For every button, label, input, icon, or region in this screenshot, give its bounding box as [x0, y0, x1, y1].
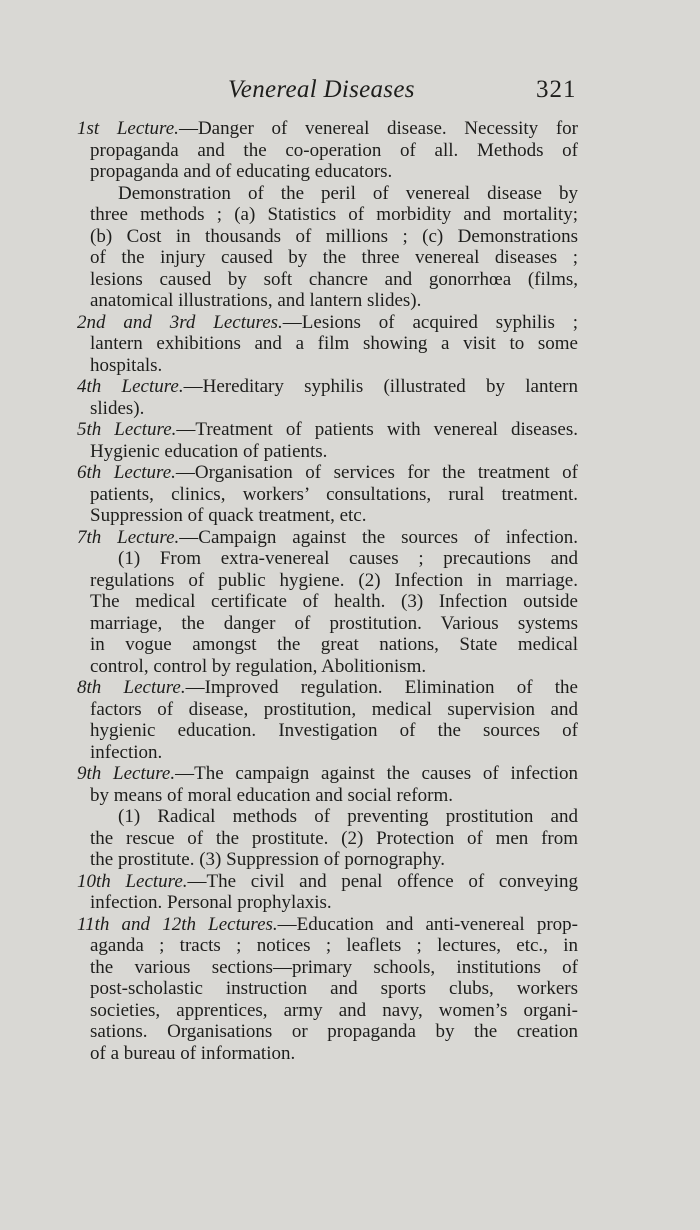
text-line	[90, 720, 578, 742]
text-line	[77, 118, 578, 140]
text-line	[77, 419, 578, 441]
line-text: control, control by regulation, Abolitionism.	[90, 655, 427, 677]
line-text: —The civil and penal offence of conveying	[187, 870, 578, 892]
line-text: the prostitute. (3) Suppression of pornography.	[90, 849, 445, 870]
line-text: —Lesions of acquired syphilis ;	[282, 311, 578, 333]
running-title: Venereal Diseases	[228, 76, 415, 103]
line-text: hospitals.	[90, 354, 163, 376]
line-text: patients, clinics, workers’ consultations, rural treatment.	[90, 483, 578, 505]
line-text: lantern exhibitions and a film showing a visit to some	[90, 333, 578, 354]
text-line	[90, 1021, 578, 1043]
line-text: post-scholastic instruction and sports clubs, workers	[90, 978, 578, 999]
line-text: of a bureau of information.	[90, 1042, 296, 1064]
text-line	[77, 527, 578, 549]
line-text: societies, apprentices, army and navy, women’s organi-	[90, 999, 578, 1021]
text-line	[118, 183, 578, 205]
lecture-entry	[0, 419, 700, 462]
line-text: propaganda and of educating educators.	[90, 161, 393, 182]
text-line	[118, 806, 578, 828]
text-line	[77, 871, 578, 893]
line-text: three methods ; (a) Statistics of morbidity and mortality;	[90, 204, 578, 225]
lecture-label: 2nd and 3rd Lectures.	[77, 311, 283, 333]
text-line	[77, 763, 578, 785]
lecture-entry	[0, 527, 700, 678]
text-line	[90, 785, 578, 807]
line-text: the various sections—primary schools, institutions of	[90, 956, 578, 978]
text-line	[90, 935, 578, 957]
line-text: Demonstration of the peril of venereal disease by	[118, 182, 578, 204]
text-line	[90, 656, 578, 678]
text-line	[90, 441, 578, 463]
lecture-entry	[0, 677, 700, 763]
line-text: sations. Organisations or propaganda by the creation	[90, 1021, 578, 1042]
text-line	[77, 914, 578, 936]
line-text: slides).	[90, 397, 145, 419]
text-line	[90, 333, 578, 355]
line-text: —Treatment of patients with venereal diseases.	[176, 419, 579, 440]
lecture-label: 4th Lecture.	[77, 376, 184, 397]
page-number: 321	[536, 76, 577, 103]
line-text: The medical certificate of health. (3) Infection outside	[90, 591, 578, 612]
lecture-entry	[0, 462, 700, 527]
text-line	[77, 376, 578, 398]
text-line	[118, 548, 578, 570]
text-line	[90, 269, 578, 291]
lecture-label: 11th and 12th Lectures.	[77, 913, 278, 935]
line-text: —Danger of venereal disease. Necessity for	[178, 118, 579, 139]
line-text: lesions caused by soft chancre and gonorrhœa (films,	[90, 268, 578, 290]
lecture-entry	[0, 763, 700, 871]
line-text: anatomical illustrations, and lantern slides).	[90, 290, 422, 311]
text-line	[90, 226, 578, 248]
line-text: the rescue of the prostitute. (2) Protection of men from	[90, 827, 578, 849]
line-text: (1) Radical methods of preventing prostitution and	[118, 806, 578, 827]
line-text: propaganda and the co-operation of all. Methods of	[90, 139, 578, 161]
text-line	[90, 957, 578, 979]
lecture-entry	[0, 118, 700, 312]
lecture-entry	[0, 914, 700, 1065]
text-line	[77, 462, 578, 484]
line-text: marriage, the danger of prostitution. Various systems	[90, 612, 578, 634]
text-line	[90, 892, 578, 914]
text-line	[90, 634, 578, 656]
line-text: regulations of public hygiene. (2) Infection in marriage.	[90, 569, 578, 591]
line-text: of the injury caused by the three venereal diseases ;	[90, 247, 578, 268]
text-line	[90, 591, 578, 613]
lecture-entry	[0, 376, 700, 419]
text-line	[90, 161, 578, 183]
text-line	[77, 677, 578, 699]
text-line	[90, 570, 578, 592]
text-line	[90, 828, 578, 850]
lecture-label: 10th Lecture.	[77, 870, 188, 892]
lecture-entry	[0, 871, 700, 914]
line-text: —Hereditary syphilis (illustrated by lantern	[183, 376, 578, 397]
line-text: (1) From extra-venereal causes ; precautions and	[118, 548, 578, 569]
text-line	[90, 613, 578, 635]
lecture-list	[0, 118, 700, 1064]
line-text: —Improved regulation. Elimination of the	[185, 677, 578, 698]
lecture-entry	[0, 312, 700, 377]
text-line	[90, 505, 578, 527]
text-line	[90, 247, 578, 269]
line-text: factors of disease, prostitution, medical supervision and	[90, 698, 578, 720]
text-line	[90, 204, 578, 226]
text-line	[90, 978, 578, 1000]
line-text: in vogue amongst the great nations, State medical	[90, 634, 578, 655]
line-text: infection. Personal prophylaxis.	[90, 892, 332, 913]
text-line	[90, 290, 578, 312]
text-line	[90, 742, 578, 764]
line-text: —Education and anti-venereal prop-	[277, 913, 578, 935]
line-text: aganda ; tracts ; notices ; leaflets ; lectures, etc., in	[90, 935, 578, 956]
running-head	[0, 76, 700, 112]
text-line	[90, 355, 578, 377]
text-line	[90, 484, 578, 506]
text-line	[90, 398, 578, 420]
line-text: hygienic education. Investigation of the sources of	[90, 720, 578, 741]
lecture-label: 1st Lecture.	[77, 118, 179, 139]
text-line	[90, 849, 578, 871]
lecture-label: 6th Lecture.	[77, 462, 176, 483]
text-line	[90, 140, 578, 162]
line-text: —Campaign against the sources of infection.	[179, 526, 578, 548]
line-text: Suppression of quack treatment, etc.	[90, 505, 367, 526]
text-line	[90, 699, 578, 721]
line-text: Hygienic education of patients.	[90, 440, 328, 462]
lecture-label: 9th Lecture.	[77, 763, 176, 784]
lecture-label: 7th Lecture.	[77, 526, 180, 548]
line-text: —Organisation of services for the treatment of	[175, 462, 578, 483]
text-line	[90, 1000, 578, 1022]
line-text: infection.	[90, 741, 163, 763]
line-text: (b) Cost in thousands of millions ; (c) Demonstrations	[90, 225, 578, 247]
lecture-label: 8th Lecture.	[77, 677, 186, 698]
line-text: by means of moral education and social reform.	[90, 784, 453, 806]
text-line	[77, 312, 578, 334]
lecture-label: 5th Lecture.	[77, 419, 177, 440]
line-text: —The campaign against the causes of infection	[175, 763, 578, 784]
text-line	[90, 1043, 578, 1065]
